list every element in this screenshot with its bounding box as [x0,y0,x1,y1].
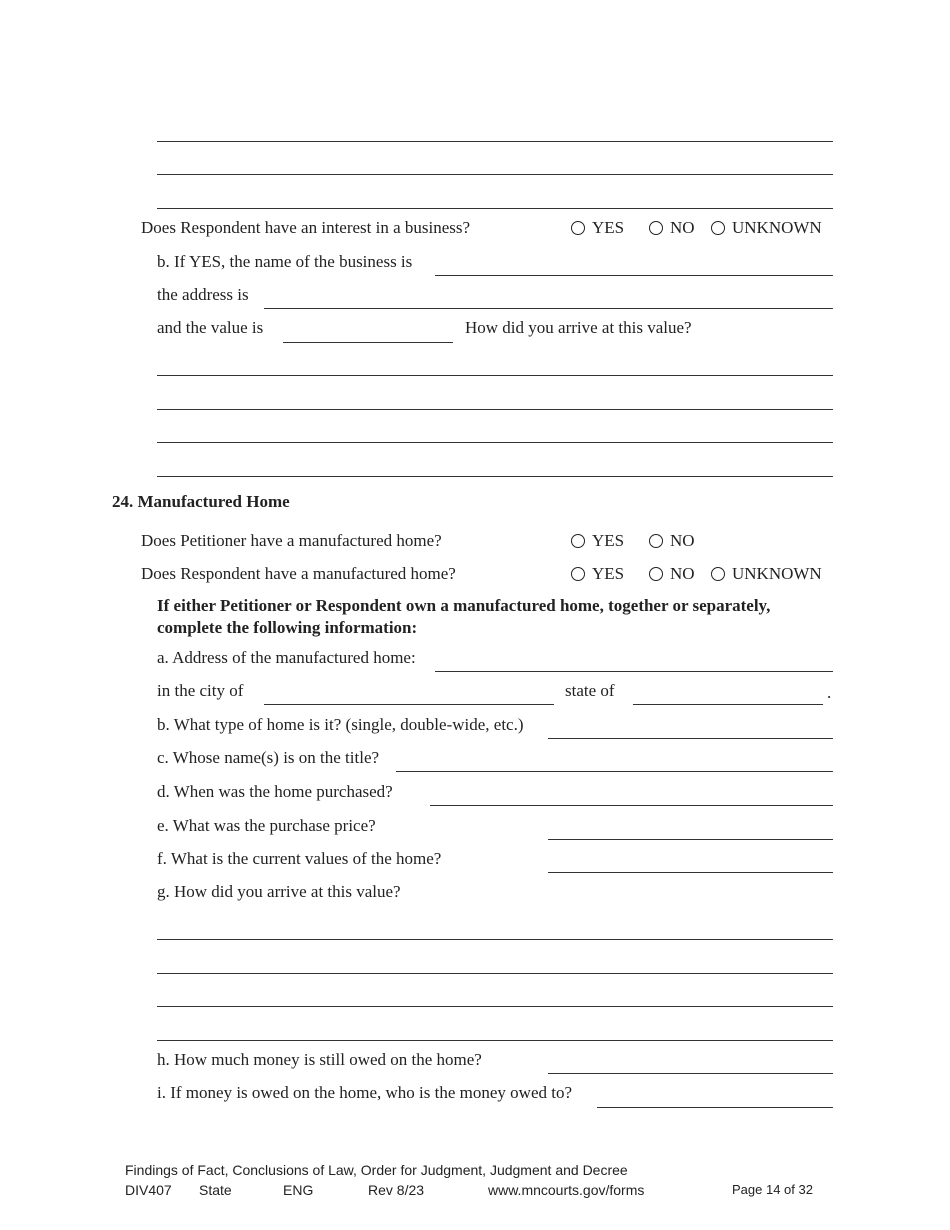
blank-line[interactable] [157,939,833,940]
purchase-price-field[interactable] [548,839,833,840]
respondent-business-no[interactable] [649,218,695,238]
period: . [827,683,832,702]
business-value-field[interactable] [283,342,453,343]
radio-circle-icon[interactable] [571,534,585,548]
current-value-label: f. What is the current values of the home? [157,849,442,868]
footer-jurisdiction: State [199,1182,232,1198]
petitioner-home-question: Does Petitioner have a manufactured home? [141,531,442,550]
blank-line[interactable] [157,973,833,974]
yes-label: YES [592,218,625,237]
footer-title: Findings of Fact, Conclusions of Law, Order for Judgment, Judgment and Decree [125,1162,628,1178]
yes-label: YES [592,531,625,550]
respondent-home-question: Does Respondent have a manufactured home? [141,564,456,583]
instruction-text: complete the following information: [157,618,418,637]
city-field[interactable] [264,704,554,705]
blank-line[interactable] [157,442,833,443]
respondent-home-no[interactable] [649,564,695,584]
petitioner-home-no[interactable] [649,531,695,551]
yes-label: YES [592,564,625,583]
amount-owed-field[interactable] [548,1073,833,1074]
blank-line[interactable] [157,409,833,410]
purchase-price-label: e. What was the purchase price? [157,816,376,835]
purchase-date-label: d. When was the home purchased? [157,782,393,801]
home-type-label: b. What type of home is it? (single, double-wide, etc.) [157,715,524,734]
footer-website[interactable]: www.mncourts.gov/forms [488,1182,645,1198]
radio-circle-icon[interactable] [571,221,585,235]
radio-circle-icon[interactable] [649,534,663,548]
purchase-date-field[interactable] [430,805,833,806]
home-address-label: a. Address of the manufactured home: [157,648,416,667]
footer-form-id: DIV407 [125,1182,172,1198]
petitioner-home-yes[interactable] [571,531,624,551]
unknown-label: UNKNOWN [732,218,822,237]
home-type-field[interactable] [548,738,833,739]
business-how-value-label: How did you arrive at this value? [465,318,692,337]
radio-circle-icon[interactable] [711,221,725,235]
owed-to-label: i. If money is owed on the home, who is the money owed to? [157,1083,573,1102]
footer-revision: Rev 8/23 [368,1182,425,1198]
state-field[interactable] [633,704,823,705]
radio-circle-icon[interactable] [571,567,585,581]
city-label: in the city of [157,681,244,700]
blank-line[interactable] [157,174,833,175]
blank-line[interactable] [157,141,833,142]
business-address-label: the address is [157,285,249,304]
blank-line[interactable] [157,1006,833,1007]
business-address-field[interactable] [264,308,833,309]
blank-line[interactable] [157,375,833,376]
home-address-field[interactable] [435,671,833,672]
section-heading: 24. Manufactured Home [112,492,290,511]
radio-circle-icon[interactable] [711,567,725,581]
respondent-home-yes[interactable] [571,564,624,584]
state-label: state of [565,681,615,700]
blank-line[interactable] [157,1040,833,1041]
title-names-label: c. Whose name(s) is on the title? [157,748,380,767]
respondent-home-unknown[interactable] [711,564,822,584]
owed-to-field[interactable] [597,1107,833,1108]
value-method-label: g. How did you arrive at this value? [157,882,401,901]
business-name-label: b. If YES, the name of the business is [157,252,413,271]
respondent-business-yes[interactable] [571,218,624,238]
blank-line[interactable] [157,476,833,477]
respondent-business-question: Does Respondent have an interest in a business? [141,218,471,237]
no-label: NO [670,531,695,550]
current-value-field[interactable] [548,872,833,873]
respondent-business-unknown[interactable] [711,218,822,238]
footer-page-number: Page 14 of 32 [732,1182,813,1197]
footer-language: ENG [283,1182,314,1198]
no-label: NO [670,564,695,583]
business-name-field[interactable] [435,275,833,276]
radio-circle-icon[interactable] [649,221,663,235]
blank-line[interactable] [157,208,833,209]
instruction-text: If either Petitioner or Respondent own a manufactured home, together or separately, [157,596,771,615]
title-names-field[interactable] [396,771,833,772]
no-label: NO [670,218,695,237]
amount-owed-label: h. How much money is still owed on the home? [157,1050,482,1069]
unknown-label: UNKNOWN [732,564,822,583]
business-value-label: and the value is [157,318,264,337]
radio-circle-icon[interactable] [649,567,663,581]
